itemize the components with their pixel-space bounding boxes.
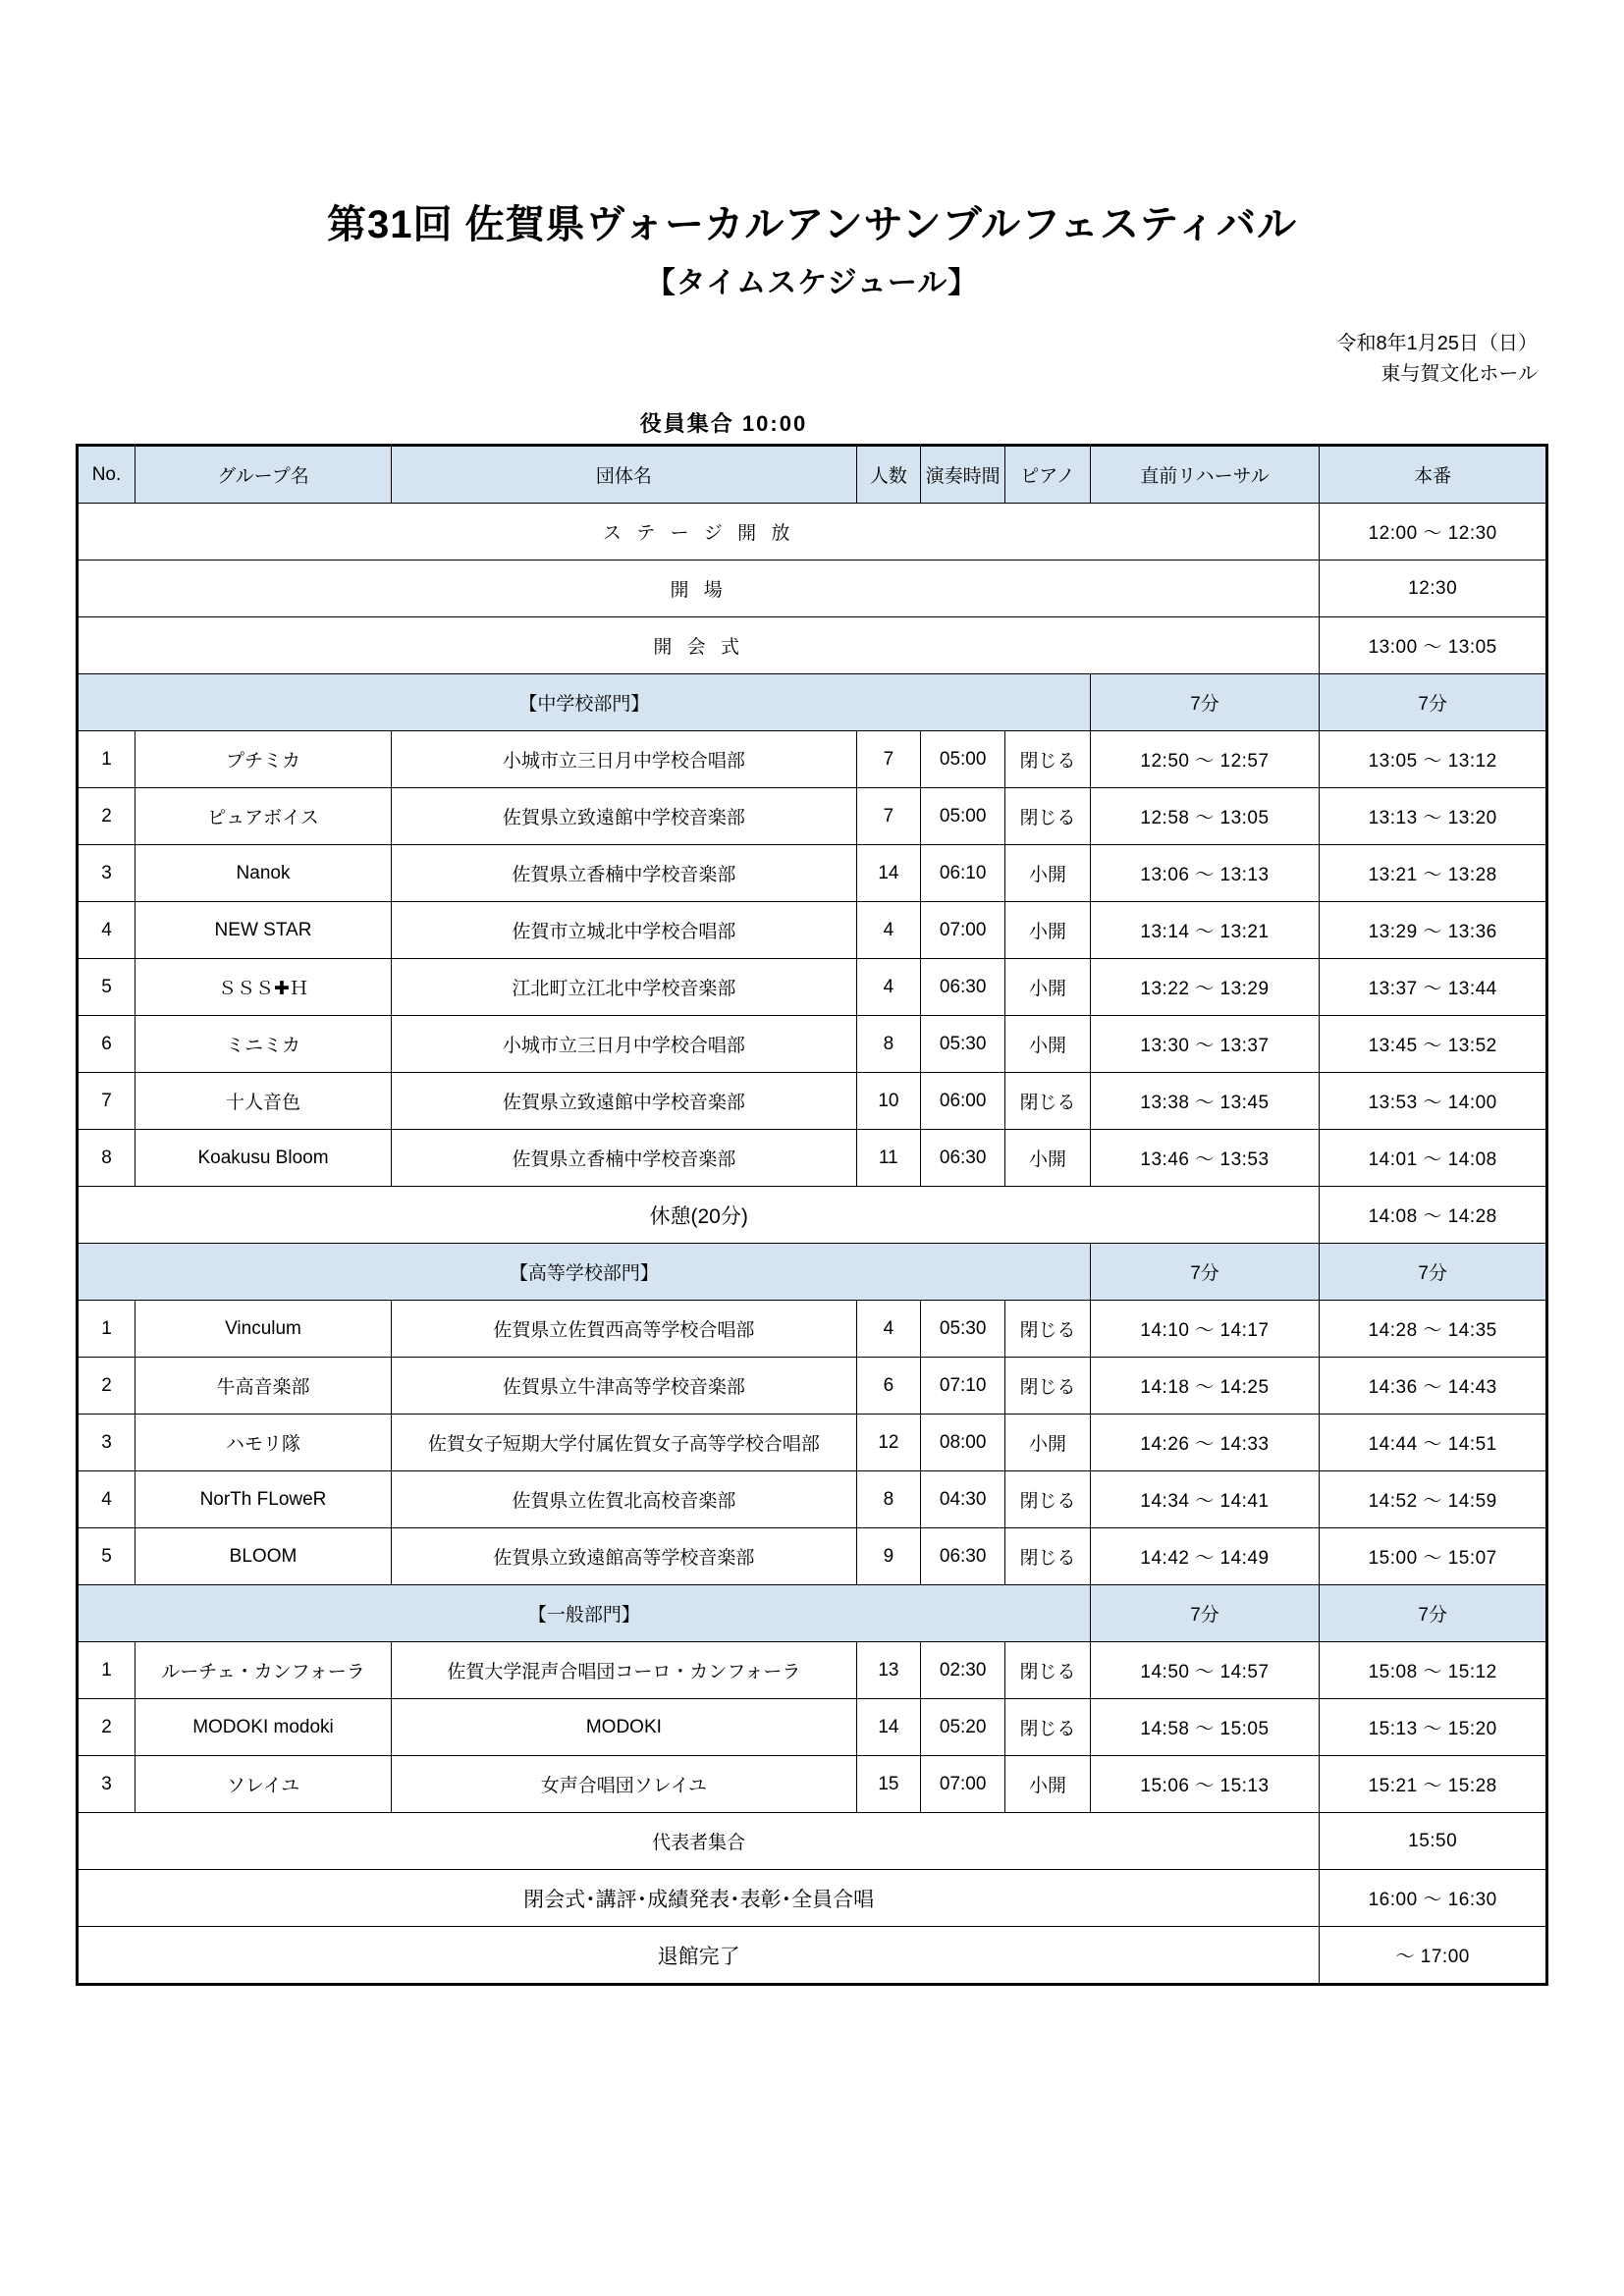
break-label: 休憩(20分) — [78, 1187, 1320, 1244]
row-no: 2 — [78, 788, 135, 845]
section-rehearsal-note-general: 7分 — [1090, 1585, 1320, 1642]
row-no: 3 — [78, 1415, 135, 1471]
table-row — [78, 1927, 1547, 1985]
row-piano: 小開 — [1005, 959, 1090, 1016]
row-rehearsal: 13:46 ～ 13:53 — [1090, 1130, 1320, 1187]
row-org: 佐賀県立香楠中学校音楽部 — [392, 1130, 857, 1187]
table-row — [78, 788, 1547, 845]
row-people: 4 — [856, 959, 920, 1016]
row-rehearsal: 13:30 ～ 13:37 — [1090, 1016, 1320, 1073]
staff-assembly-note: 役員集合 10:00 — [639, 411, 808, 436]
row-rehearsal: 14:26 ～ 14:33 — [1090, 1415, 1320, 1471]
row-performance: 15:08 ～ 15:12 — [1320, 1642, 1547, 1699]
row-piano: 小開 — [1005, 902, 1090, 959]
row-org: 女声合唱団ソレイユ — [392, 1756, 857, 1813]
row-performance: 14:44 ～ 14:51 — [1320, 1415, 1547, 1471]
row-group: ハモリ隊 — [135, 1415, 391, 1471]
row-performance: 13:53 ～ 14:00 — [1320, 1073, 1547, 1130]
row-group: Nanok — [135, 845, 391, 902]
table-row — [78, 1756, 1547, 1813]
opening-ceremony-label: 開 会 式 — [78, 617, 1320, 674]
row-people: 6 — [856, 1358, 920, 1415]
table-row — [78, 1699, 1547, 1756]
row-piano: 閉じる — [1005, 731, 1090, 788]
row-no: 4 — [78, 902, 135, 959]
row-group: NorTh FLoweR — [135, 1471, 391, 1528]
row-piano: 閉じる — [1005, 1699, 1090, 1756]
closing-ceremony-label: 閉会式･講評･成績発表･表彰･全員合唱 — [78, 1870, 1320, 1927]
row-rehearsal: 12:58 ～ 13:05 — [1090, 788, 1320, 845]
event-meta — [0, 329, 1624, 390]
row-group: ミニミカ — [135, 1016, 391, 1073]
representative-assembly-label: 代表者集合 — [78, 1813, 1320, 1870]
row-duration: 06:30 — [921, 959, 1005, 1016]
row-org: 小城市立三日月中学校合唱部 — [392, 731, 857, 788]
row-piano: 閉じる — [1005, 1073, 1090, 1130]
row-no: 8 — [78, 1130, 135, 1187]
header-no: No. — [78, 446, 135, 504]
row-duration: 05:20 — [921, 1699, 1005, 1756]
row-people: 7 — [856, 788, 920, 845]
section-performance-note-high-school: 7分 — [1320, 1244, 1547, 1301]
row-piano: 小開 — [1005, 1016, 1090, 1073]
row-rehearsal: 15:06 ～ 15:13 — [1090, 1756, 1320, 1813]
header-group: グループ名 — [135, 446, 391, 504]
section-rehearsal-note-junior-high: 7分 — [1090, 674, 1320, 731]
table-row — [78, 731, 1547, 788]
row-duration: 04:30 — [921, 1471, 1005, 1528]
section-header-row — [78, 1244, 1547, 1301]
row-duration: 02:30 — [921, 1642, 1005, 1699]
row-org: 佐賀県立佐賀西高等学校合唱部 — [392, 1301, 857, 1358]
schedule-table — [76, 444, 1548, 1986]
table-row — [78, 561, 1547, 617]
table-row — [78, 845, 1547, 902]
row-org: 小城市立三日月中学校合唱部 — [392, 1016, 857, 1073]
row-no: 5 — [78, 1528, 135, 1585]
row-group: 牛高音楽部 — [135, 1358, 391, 1415]
row-no: 5 — [78, 959, 135, 1016]
row-performance: 15:00 ～ 15:07 — [1320, 1528, 1547, 1585]
row-org: 佐賀大学混声合唱団コーロ・カンフォーラ — [392, 1642, 857, 1699]
row-rehearsal: 12:50 ～ 12:57 — [1090, 731, 1320, 788]
row-no: 3 — [78, 845, 135, 902]
row-rehearsal: 13:38 ～ 13:45 — [1090, 1073, 1320, 1130]
row-duration: 05:30 — [921, 1301, 1005, 1358]
table-row — [78, 959, 1547, 1016]
row-people: 10 — [856, 1073, 920, 1130]
row-performance: 13:13 ～ 13:20 — [1320, 788, 1547, 845]
table-row — [78, 1187, 1547, 1244]
table-row — [78, 1870, 1547, 1927]
row-duration: 07:00 — [921, 902, 1005, 959]
row-duration: 06:00 — [921, 1073, 1005, 1130]
row-performance: 14:36 ～ 14:43 — [1320, 1358, 1547, 1415]
row-duration: 07:10 — [921, 1358, 1005, 1415]
row-rehearsal: 14:58 ～ 15:05 — [1090, 1699, 1320, 1756]
section-header-row — [78, 674, 1547, 731]
row-group: ピュアボイス — [135, 788, 391, 845]
section-header-row — [78, 1585, 1547, 1642]
row-duration: 05:00 — [921, 731, 1005, 788]
row-org: 佐賀県立致遠館中学校音楽部 — [392, 788, 857, 845]
row-no: 4 — [78, 1471, 135, 1528]
row-duration: 08:00 — [921, 1415, 1005, 1471]
row-performance: 14:28 ～ 14:35 — [1320, 1301, 1547, 1358]
header-people: 人数 — [856, 446, 920, 504]
row-people: 9 — [856, 1528, 920, 1585]
table-row — [78, 1130, 1547, 1187]
event-date: 令和8年1月25日（日） — [1336, 333, 1538, 354]
section-title-general: 【一般部門】 — [78, 1585, 1091, 1642]
section-title-high-school: 【高等学校部門】 — [78, 1244, 1091, 1301]
row-no: 2 — [78, 1358, 135, 1415]
row-group: 十人音色 — [135, 1073, 391, 1130]
row-duration: 06:30 — [921, 1528, 1005, 1585]
table-row — [78, 902, 1547, 959]
row-people: 4 — [856, 902, 920, 959]
table-row — [78, 1642, 1547, 1699]
row-people: 13 — [856, 1642, 920, 1699]
row-piano: 閉じる — [1005, 1301, 1090, 1358]
row-group: ルーチェ・カンフォーラ — [135, 1642, 391, 1699]
event-venue: 東与賀文化ホール — [1380, 363, 1538, 385]
row-org: 佐賀県立致遠館高等学校音楽部 — [392, 1528, 857, 1585]
row-rehearsal: 14:10 ～ 14:17 — [1090, 1301, 1320, 1358]
row-people: 12 — [856, 1415, 920, 1471]
exit-complete-label: 退館完了 — [78, 1927, 1320, 1985]
closing-ceremony-time: 16:00 ～ 16:30 — [1320, 1870, 1547, 1927]
row-rehearsal: 14:18 ～ 14:25 — [1090, 1358, 1320, 1415]
header-row — [78, 446, 1547, 504]
stage-open-label: ス テ ー ジ 開 放 — [78, 504, 1320, 561]
table-row — [78, 1073, 1547, 1130]
row-performance: 13:37 ～ 13:44 — [1320, 959, 1547, 1016]
page-title: 第31回 佐賀県ヴォーカルアンサンブルフェスティバル — [326, 203, 1297, 246]
row-rehearsal: 14:34 ～ 14:41 — [1090, 1471, 1320, 1528]
section-performance-note-general: 7分 — [1320, 1585, 1547, 1642]
table-row — [78, 1415, 1547, 1471]
doors-open-label: 開 場 — [78, 561, 1320, 617]
break-time: 14:08 ～ 14:28 — [1320, 1187, 1547, 1244]
row-group: ソレイユ — [135, 1756, 391, 1813]
row-org: 佐賀県立致遠館中学校音楽部 — [392, 1073, 857, 1130]
row-no: 1 — [78, 1642, 135, 1699]
section-title-junior-high: 【中学校部門】 — [78, 674, 1091, 731]
row-people: 7 — [856, 731, 920, 788]
row-org: 佐賀女子短期大学付属佐賀女子高等学校合唱部 — [392, 1415, 857, 1471]
row-performance: 15:13 ～ 15:20 — [1320, 1699, 1547, 1756]
row-performance: 15:21 ～ 15:28 — [1320, 1756, 1547, 1813]
row-people: 11 — [856, 1130, 920, 1187]
row-people: 15 — [856, 1756, 920, 1813]
representative-assembly-time: 15:50 — [1320, 1813, 1547, 1870]
section-performance-note-junior-high: 7分 — [1320, 674, 1547, 731]
row-group: Vinculum — [135, 1301, 391, 1358]
title-block — [0, 0, 1624, 301]
stage-open-time: 12:00 ～ 12:30 — [1320, 504, 1547, 561]
row-org: 佐賀県立香楠中学校音楽部 — [392, 845, 857, 902]
row-performance: 13:45 ～ 13:52 — [1320, 1016, 1547, 1073]
header-org: 団体名 — [392, 446, 857, 504]
row-duration: 05:00 — [921, 788, 1005, 845]
row-org: 佐賀県立佐賀北高校音楽部 — [392, 1471, 857, 1528]
row-org: 佐賀県立牛津高等学校音楽部 — [392, 1358, 857, 1415]
header-duration: 演奏時間 — [921, 446, 1005, 504]
table-row — [78, 1471, 1547, 1528]
row-group: NEW STAR — [135, 902, 391, 959]
row-no: 6 — [78, 1016, 135, 1073]
table-body — [78, 504, 1547, 1985]
row-group: BLOOM — [135, 1528, 391, 1585]
table-row — [78, 1016, 1547, 1073]
table-header — [78, 446, 1547, 504]
row-performance: 14:01 ～ 14:08 — [1320, 1130, 1547, 1187]
row-people: 14 — [856, 1699, 920, 1756]
doors-open-time: 12:30 — [1320, 561, 1547, 617]
exit-complete-time: ～ 17:00 — [1320, 1927, 1547, 1985]
row-people: 8 — [856, 1016, 920, 1073]
section-rehearsal-note-high-school: 7分 — [1090, 1244, 1320, 1301]
row-group: プチミカ — [135, 731, 391, 788]
row-no: 7 — [78, 1073, 135, 1130]
row-org: 佐賀市立城北中学校合唱部 — [392, 902, 857, 959]
row-group: MODOKI modoki — [135, 1699, 391, 1756]
row-piano: 閉じる — [1005, 1642, 1090, 1699]
row-rehearsal: 13:22 ～ 13:29 — [1090, 959, 1320, 1016]
row-piano: 閉じる — [1005, 1471, 1090, 1528]
row-rehearsal: 13:06 ～ 13:13 — [1090, 845, 1320, 902]
row-piano: 小開 — [1005, 845, 1090, 902]
row-no: 2 — [78, 1699, 135, 1756]
row-piano: 小開 — [1005, 1756, 1090, 1813]
row-group: Koakusu Bloom — [135, 1130, 391, 1187]
row-people: 14 — [856, 845, 920, 902]
row-duration: 05:30 — [921, 1016, 1005, 1073]
row-performance: 13:21 ～ 13:28 — [1320, 845, 1547, 902]
row-performance: 13:05 ～ 13:12 — [1320, 731, 1547, 788]
row-performance: 13:29 ～ 13:36 — [1320, 902, 1547, 959]
row-piano: 閉じる — [1005, 788, 1090, 845]
row-no: 3 — [78, 1756, 135, 1813]
row-no: 1 — [78, 1301, 135, 1358]
row-rehearsal: 14:50 ～ 14:57 — [1090, 1642, 1320, 1699]
table-row — [78, 1813, 1547, 1870]
header-piano: ピアノ — [1005, 446, 1090, 504]
row-piano: 閉じる — [1005, 1528, 1090, 1585]
row-duration: 06:10 — [921, 845, 1005, 902]
row-piano: 小開 — [1005, 1415, 1090, 1471]
row-org: 江北町立江北中学校音楽部 — [392, 959, 857, 1016]
table-row — [78, 617, 1547, 674]
table-row — [78, 1528, 1547, 1585]
row-rehearsal: 13:14 ～ 13:21 — [1090, 902, 1320, 959]
row-people: 8 — [856, 1471, 920, 1528]
table-row — [78, 504, 1547, 561]
row-no: 1 — [78, 731, 135, 788]
row-duration: 07:00 — [921, 1756, 1005, 1813]
row-duration: 06:30 — [921, 1130, 1005, 1187]
row-performance: 14:52 ～ 14:59 — [1320, 1471, 1547, 1528]
row-people: 4 — [856, 1301, 920, 1358]
header-rehearsal: 直前リハーサル — [1090, 446, 1320, 504]
row-piano: 閉じる — [1005, 1358, 1090, 1415]
table-row — [78, 1301, 1547, 1358]
row-rehearsal: 14:42 ～ 14:49 — [1090, 1528, 1320, 1585]
header-performance: 本番 — [1320, 446, 1547, 504]
opening-ceremony-time: 13:00 ～ 13:05 — [1320, 617, 1547, 674]
row-piano: 小開 — [1005, 1130, 1090, 1187]
table-row — [78, 1358, 1547, 1415]
page-subtitle: 【タイムスケジュール】 — [645, 267, 979, 299]
row-org: MODOKI — [392, 1699, 857, 1756]
row-group: ＳＳＳ✚Ｈ — [135, 959, 391, 1016]
